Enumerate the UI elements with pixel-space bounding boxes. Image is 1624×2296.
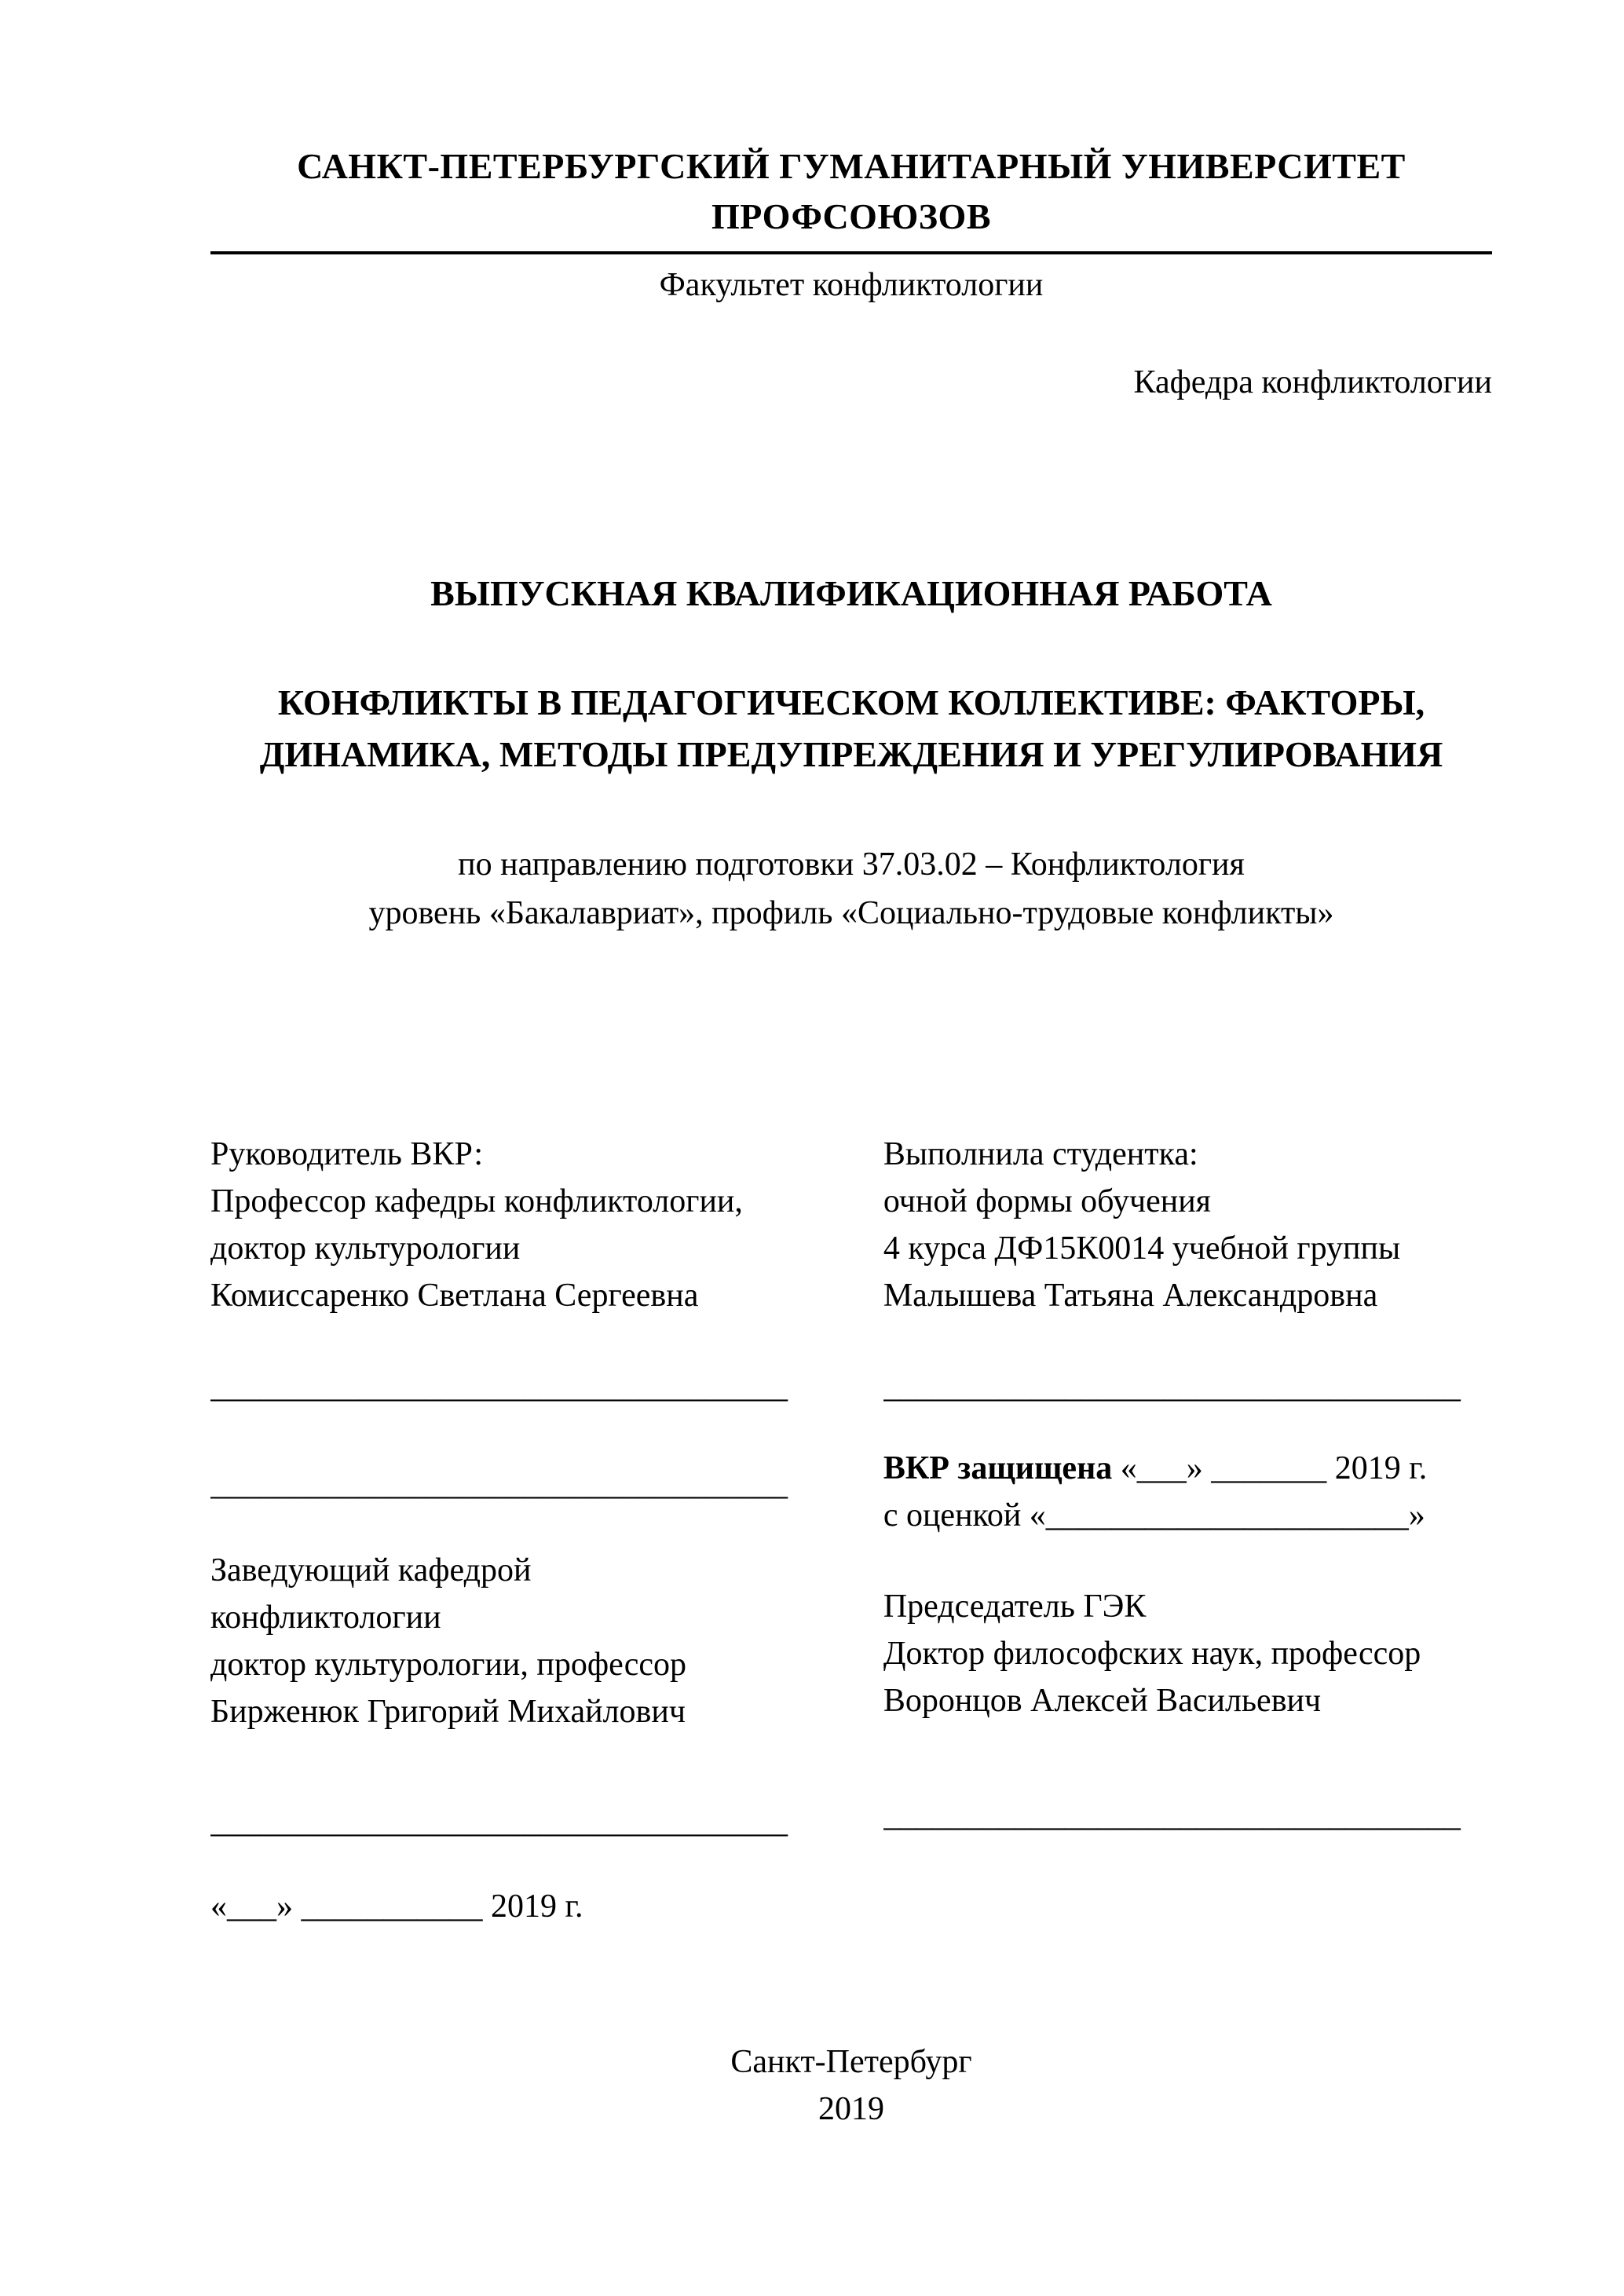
supervisor-signature-line: ___________________________________ <box>210 1369 788 1405</box>
defense-grade-line: с оценкой «______________________» <box>883 1497 1425 1534</box>
supervisor-name: Комиссаренко Светлана Сергеевна <box>210 1278 699 1314</box>
student-group: 4 курса ДФ15К0014 учебной группы <box>883 1230 1401 1267</box>
department-head-title-line2: конфликтологии <box>210 1600 441 1636</box>
footer-block <box>210 2038 1492 2133</box>
supervisor-label: Руководитель ВКР: <box>210 1136 484 1172</box>
thesis-title <box>210 677 1492 781</box>
supervisor-signature-line-2: ___________________________________ <box>210 1466 788 1502</box>
thesis-title-line1: КОНФЛИКТЫ В ПЕДАГОГИЧЕСКОМ КОЛЛЕКТИВЕ: ФАКТОРЫ, <box>277 682 1425 722</box>
department-head-title-line1: Заведующий кафедрой <box>210 1552 532 1589</box>
left-column <box>210 1131 807 1930</box>
department-name: Кафедра конфликтологии <box>1133 364 1492 400</box>
supervisor-block <box>210 1131 807 1319</box>
university-name-line2: ПРОФСОЮЗОВ <box>711 196 991 236</box>
faculty-name: Факультет конфликтологии <box>659 267 1044 303</box>
footer-year: 2019 <box>818 2091 884 2127</box>
right-column <box>883 1131 1492 1930</box>
university-name-line1: САНКТ-ПЕТЕРБУРГСКИЙ ГУМАНИТАРНЫЙ УНИВЕРСИТЕТ <box>297 146 1406 186</box>
gek-chair-degree: Доктор философских наук, профессор <box>883 1636 1421 1672</box>
program-info <box>210 840 1492 938</box>
department-head-block <box>210 1547 807 1735</box>
thesis-title-line2: ДИНАМИКА, МЕТОДЫ ПРЕДУПРЕЖДЕНИЯ И УРЕГУЛИРОВАНИЯ <box>259 734 1443 774</box>
supervisor-position: Профессор кафедры конфликтологии, <box>210 1183 743 1219</box>
header-rule <box>210 251 1492 254</box>
gek-chair-block <box>883 1583 1492 1724</box>
signatures-section <box>210 1131 1492 1930</box>
university-name <box>210 141 1492 242</box>
defense-date-line <box>883 1445 1492 1492</box>
student-block <box>883 1131 1492 1319</box>
work-type-heading: ВЫПУСКНАЯ КВАЛИФИКАЦИОННАЯ РАБОТА <box>430 573 1272 613</box>
department-head-name: Бирженюк Григорий Михайлович <box>210 1694 686 1730</box>
defense-date-blank: «___» _______ 2019 г. <box>1112 1450 1428 1486</box>
footer-city: Санкт-Петербург <box>730 2044 972 2080</box>
department-head-signature-line: ___________________________________ <box>210 1804 788 1840</box>
gek-chair-title: Председатель ГЭК <box>883 1589 1147 1625</box>
student-name: Малышева Татьяна Александровна <box>883 1278 1378 1314</box>
gek-chair-name: Воронцов Алексей Васильевич <box>883 1683 1322 1719</box>
approval-date-line: «___» ___________ 2019 г. <box>210 1888 583 1925</box>
student-signature-line: ___________________________________ <box>883 1369 1461 1405</box>
student-label: Выполнила студентка: <box>883 1136 1198 1172</box>
program-direction: по направлению подготовки 37.03.02 – Конфликтология <box>458 846 1245 883</box>
gek-chair-signature-line: ___________________________________ <box>883 1797 1461 1834</box>
student-study-form: очной формы обучения <box>883 1183 1211 1219</box>
department-head-degree: доктор культурологии, профессор <box>210 1647 687 1683</box>
defense-block <box>883 1445 1492 1539</box>
supervisor-degree: доктор культурологии <box>210 1230 521 1267</box>
program-level: уровень «Бакалавриат», профиль «Социально-трудовые конфликты» <box>368 895 1334 931</box>
defense-label: ВКР защищена <box>883 1450 1113 1486</box>
